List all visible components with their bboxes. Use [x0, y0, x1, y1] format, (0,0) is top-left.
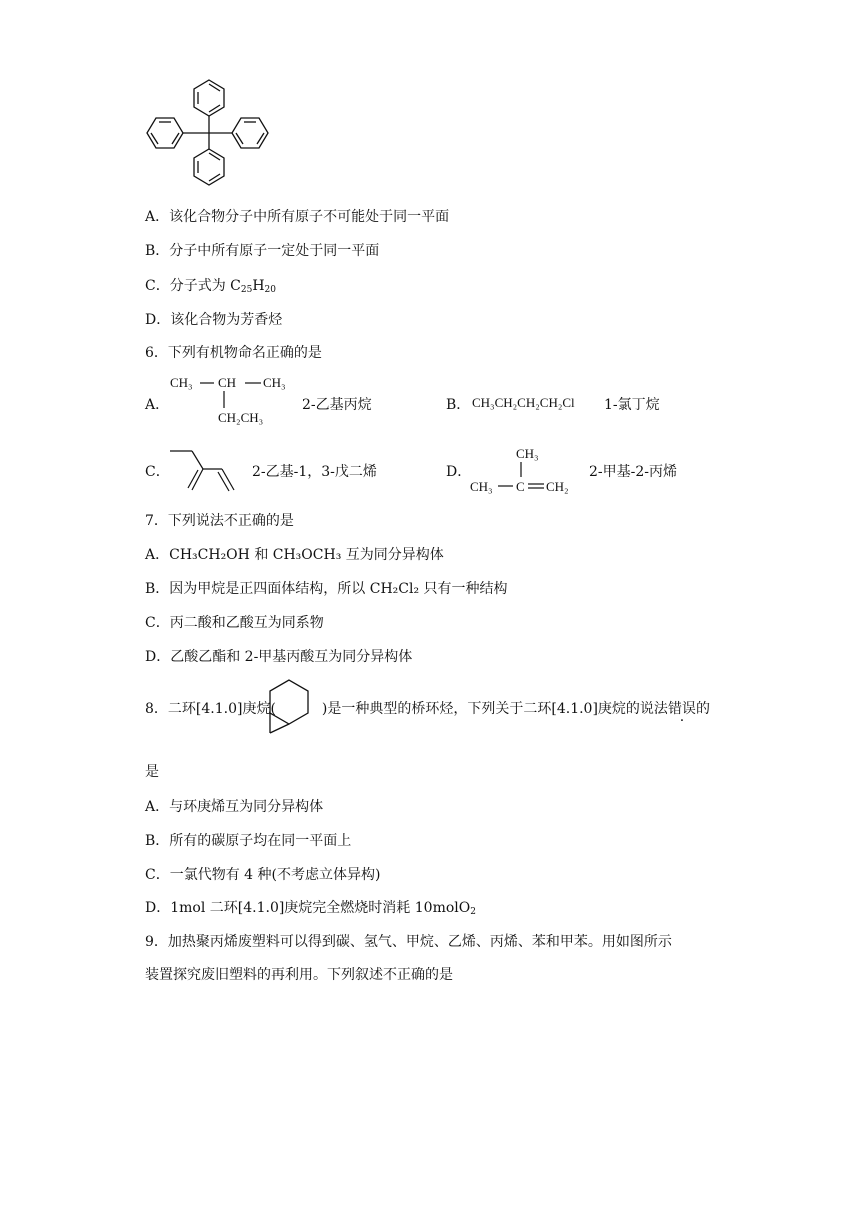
- option-6a-ch: CH: [218, 375, 237, 390]
- option-8d-sub: 2: [470, 907, 476, 917]
- option-8b: B．所有的碳原子均在同一平面上: [145, 833, 352, 849]
- option-8d-prefix: D．1mol 二环[4.1.0]庚烷完全燃烧时消耗 10molO: [145, 900, 471, 916]
- question-9-line2: 装置探究废旧塑料的再利用。下列叙述不正确的是: [145, 967, 453, 983]
- option-7b: B．因为甲烷是正四面体结构，所以 CH₂Cl₂ 只有一种结构: [145, 581, 508, 597]
- option-5c-sub1: 25: [240, 285, 253, 295]
- option-6a-name: 2-乙基丙烷: [302, 397, 372, 413]
- option-7d: D．乙酸乙酯和 2-甲基丙酸互为同分异构体: [145, 649, 413, 665]
- option-5b: B．分子中所有原子一定处于同一平面: [145, 243, 380, 259]
- question-9-line1: 9．加热聚丙烯废塑料可以得到碳、氢气、甲烷、乙烯、丙烯、苯和甲苯。用如图所示: [145, 934, 672, 950]
- question-8-stem-part3: 的: [695, 701, 710, 717]
- option-5c-sub2: 20: [264, 285, 276, 295]
- question-7-stem: 7．下列说法不正确的是: [145, 513, 294, 529]
- option-6d-name: 2-甲基-2-丙烯: [589, 464, 678, 480]
- option-8d: [145, 898, 476, 918]
- option-6a-ethyl: CH₂CH₃: [218, 410, 264, 425]
- question-8-stem-part2: )是一种典型的桥环烃，下列关于二环[4.1.0]庚烷的说法: [321, 701, 668, 717]
- option-5c-prefix: C．分子式为 C: [145, 278, 241, 294]
- option-5a: A．该化合物分子中所有原子不可能处于同一平面: [145, 209, 450, 225]
- option-5c-mid: H: [252, 278, 265, 294]
- option-8a: A．与环庚烯互为同分异构体: [145, 799, 324, 815]
- option-6d-ch3-left: CH₃: [470, 479, 493, 494]
- option-7a: A．CH₃CH₂OH 和 CH₃OCH₃ 互为同分异构体: [145, 547, 444, 563]
- option-6d-ch2: CH₂: [546, 479, 569, 494]
- question-8-stem-cont: 是: [145, 764, 159, 780]
- option-6b-formula: CH₃CH₂CH₂CH₂Cl: [472, 395, 575, 410]
- option-6a-ch3-left: CH₃: [170, 375, 193, 390]
- option-6d-ch3-top: CH₃: [516, 446, 539, 461]
- option-6a-ch3-right: CH₃: [263, 375, 286, 390]
- option-6b-name: 1-氯丁烷: [604, 397, 660, 413]
- question-6-stem: 6．下列有机物命名正确的是: [145, 345, 322, 361]
- option-6d-c: C: [516, 479, 525, 494]
- option-6a-letter: A．: [145, 397, 170, 413]
- question-8-stem-part1: 8．二环[4.1.0]庚烷(: [145, 701, 276, 717]
- option-6d-letter: D．: [446, 464, 472, 480]
- option-7c: C．丙二酸和乙酸互为同系物: [145, 615, 324, 631]
- option-5d: D．该化合物为芳香烃: [145, 312, 283, 328]
- option-6c-letter: C．: [145, 464, 170, 480]
- option-6c-name: 2-乙基-1，3-戊二烯: [252, 464, 377, 480]
- option-8c: C．一氯代物有 4 种(不考虑立体异构): [145, 867, 381, 883]
- option-6b-letter: B．: [446, 397, 471, 413]
- question-8-emphasis: 错误: [667, 701, 696, 717]
